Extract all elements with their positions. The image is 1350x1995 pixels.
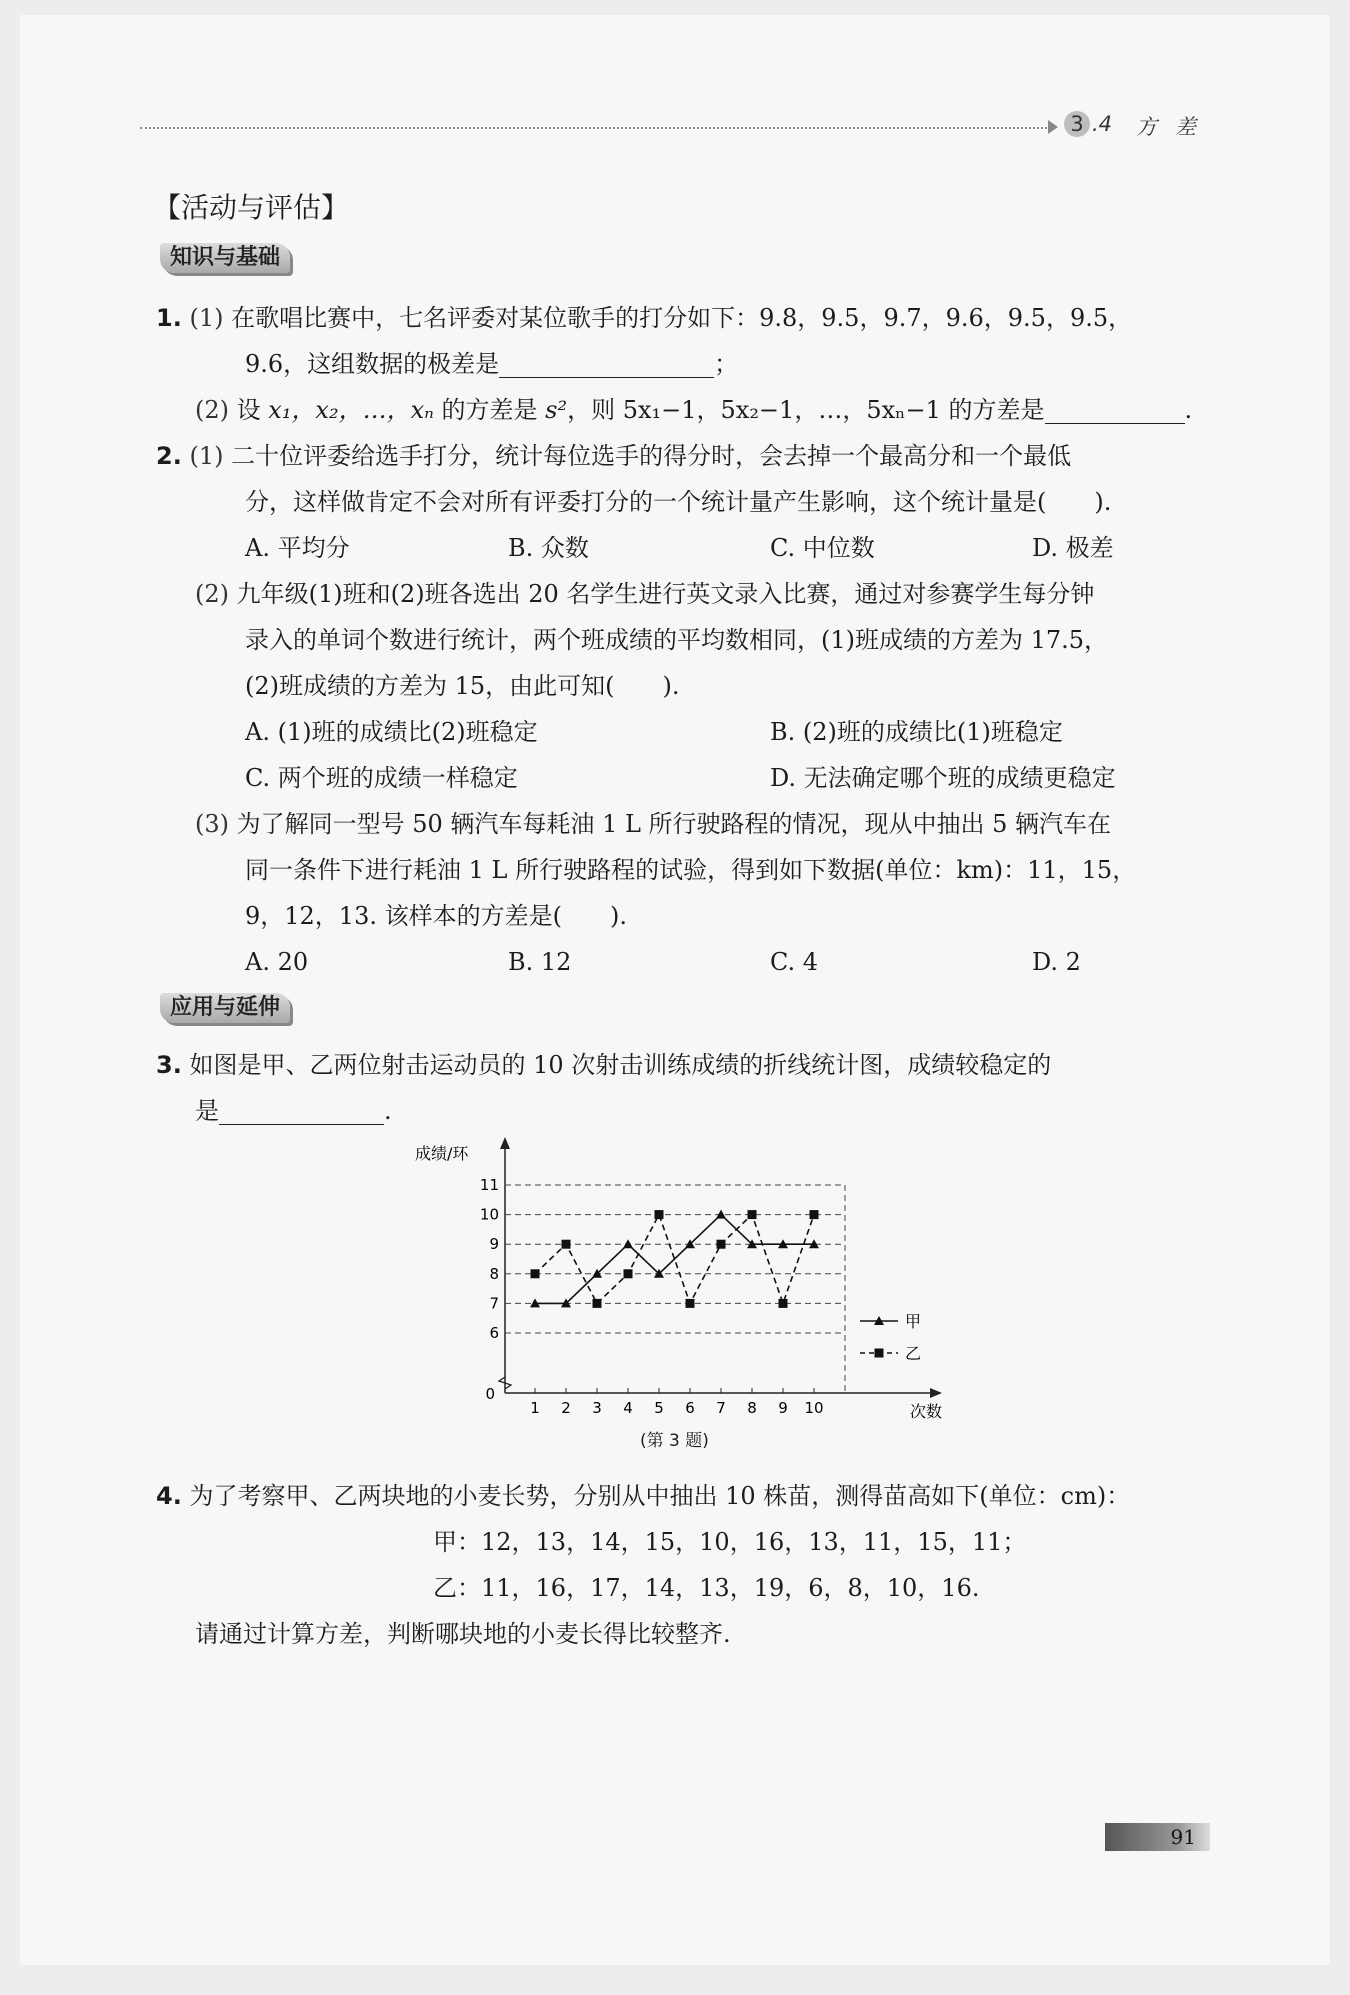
x-axis-label: 次数 (910, 1402, 943, 1421)
header-arrow-icon (1048, 120, 1058, 134)
q3-line1: 3. 如图是甲、乙两位射击运动员的 10 次射击训练成绩的折线统计图，成绩较稳定的 (156, 1051, 1052, 1079)
q2-part2-line2: 录入的单词个数进行统计，两个班成绩的平均数相同，(1)班成绩的方差为 17.5， (245, 626, 1109, 654)
q2-number: 2. (156, 442, 182, 470)
point-jia (623, 1239, 633, 1248)
q2-p3-option-b[interactable]: B. 12 (508, 948, 572, 976)
page-number-tab (1105, 1823, 1210, 1851)
x-tick-label: 6 (685, 1399, 695, 1417)
x-tick-label: 3 (592, 1399, 602, 1417)
q1-part1-line1: 1. (1) 在歌唱比赛中，七名评委对某位歌手的打分如下：9.8，9.5，9.7，9.6，9.5，9.5， (156, 304, 1133, 332)
x-axis-arrow-icon (930, 1388, 942, 1398)
q2-p1-option-a[interactable]: A. 平均分 (245, 534, 350, 562)
q4-number: 4. (156, 1482, 182, 1510)
page-number: 91 (1170, 1825, 1196, 1849)
x-tick-label: 2 (561, 1399, 571, 1417)
x-tick-label: 8 (747, 1399, 757, 1417)
q2-p2-option-d[interactable]: D. 无法确定哪个班的成绩更稳定 (770, 764, 1116, 792)
badge-application: 应用与延伸 (160, 993, 290, 1023)
q2-part2-line3: (2)班成绩的方差为 15，由此可知( ). (245, 672, 680, 700)
x-tick-label: 9 (778, 1399, 788, 1417)
point-yi (593, 1299, 602, 1308)
x-tick-label: 5 (654, 1399, 664, 1417)
workbook-page (20, 15, 1330, 1965)
y-tick-label: 6 (489, 1324, 499, 1342)
y-tick-label: 9 (489, 1235, 499, 1254)
section-circle-icon: 3 (1064, 111, 1090, 137)
legend-label-jia: 甲 (905, 1312, 922, 1331)
q2-p1-option-d[interactable]: D. 极差 (1032, 534, 1114, 562)
q2-part2-line1: (2) 九年级(1)班和(2)班各选出 20 名学生进行英文录入比赛，通过对参赛学生每分钟 (195, 580, 1095, 608)
q1-part1-line2: 9.6，这组数据的极差是 ； (245, 350, 739, 378)
q2-p2-option-c[interactable]: C. 两个班的成绩一样稳定 (245, 764, 518, 792)
point-yi (810, 1210, 819, 1219)
q4-question: 请通过计算方差，判断哪块地的小麦长得比较整齐. (195, 1620, 731, 1648)
q1-answer-blank-2[interactable] (1045, 395, 1185, 424)
chart-caption: (第 3 题) (640, 1431, 709, 1451)
q3-answer-blank[interactable] (219, 1096, 384, 1125)
shooting-score-chart (400, 1135, 980, 1455)
q4-line1: 4. 为了考察甲、乙两块地的小麦长势，分别从中抽出 10 株苗，测得苗高如下(单位：cm)： (156, 1482, 1131, 1510)
q2-p3-option-d[interactable]: D. 2 (1032, 948, 1081, 976)
legend-marker-yi (875, 1349, 884, 1358)
header-rule (140, 127, 1055, 129)
y-tick-label: 8 (489, 1264, 499, 1283)
y-axis-arrow-icon (500, 1137, 510, 1149)
q1-answer-blank-1[interactable] (499, 349, 714, 378)
point-yi (531, 1269, 540, 1278)
y-tick-label: 10 (479, 1205, 499, 1224)
q2-part1-line1: 2. (1) 二十位评委给选手打分，统计每位选手的得分时，会去掉一个最高分和一个最低 (156, 442, 1072, 470)
q2-p1-option-c[interactable]: C. 中位数 (770, 534, 875, 562)
y-tick-label: 7 (489, 1294, 499, 1313)
q2-p2-option-a[interactable]: A. (1)班的成绩比(2)班稳定 (245, 718, 538, 746)
q4-jia-data: 甲：12，13，14，15，10，16，13，11，15，11； (433, 1528, 1027, 1556)
point-yi (655, 1210, 664, 1219)
q2-p2-option-b[interactable]: B. (2)班的成绩比(1)班稳定 (770, 718, 1063, 746)
point-yi (779, 1299, 788, 1308)
point-yi (686, 1299, 695, 1308)
q2-part3-line1: (3) 为了解同一型号 50 辆汽车每耗油 1 L 所行驶路程的情况，现从中抽出 5 辆汽车在 (195, 810, 1112, 838)
point-yi (562, 1240, 571, 1249)
y-axis-label: 成绩/环 (415, 1144, 469, 1163)
point-yi (624, 1269, 633, 1278)
badge-basics: 知识与基础 (160, 243, 290, 273)
series-line-jia (535, 1215, 814, 1304)
q3-line2: 是 . (195, 1097, 392, 1125)
q1-p1-label: (1) (189, 304, 224, 332)
line-chart-svg (400, 1135, 980, 1455)
point-jia (716, 1210, 726, 1219)
section-title: 方差 (1136, 115, 1214, 139)
x-tick-label: 7 (716, 1399, 726, 1417)
q2-p3-option-a[interactable]: A. 20 (245, 948, 309, 976)
x-tick-label: 10 (804, 1399, 824, 1417)
q2-part1-line2: 分，这样做肯定不会对所有评委打分的一个统计量产生影响，这个统计量是( ). (245, 488, 1112, 516)
y-tick-label: 11 (479, 1176, 499, 1194)
y-tick-label: 0 (485, 1385, 495, 1403)
q2-p1-option-b[interactable]: B. 众数 (508, 534, 589, 562)
x-tick-label: 1 (530, 1399, 540, 1417)
activity-title: 【活动与评估】 (153, 191, 350, 224)
q1-part2: (2) 设 x₁，x₂，…，xₙ 的方差是 s²，则 5x₁−1，5x₂−1，…，5xₙ−1 的方差是 . (195, 396, 1193, 424)
x-tick-label: 4 (623, 1399, 633, 1417)
q2-p3-option-c[interactable]: C. 4 (770, 948, 819, 976)
legend-label-yi: 乙 (905, 1344, 922, 1363)
point-yi (717, 1240, 726, 1249)
q4-yi-data: 乙：11，16，17，14，13，19，6，8，10，16. (433, 1574, 980, 1602)
q2-part3-line2: 同一条件下进行耗油 1 L 所行驶路程的试验，得到如下数据(单位：km)：11，15， (245, 856, 1137, 884)
q2-part3-line3: 9，12，13. 该样本的方差是( ). (245, 902, 627, 930)
point-yi (748, 1210, 757, 1219)
q3-number: 3. (156, 1051, 182, 1079)
q1-number: 1. (156, 304, 182, 332)
section-number: 3 .4 (1064, 111, 1112, 137)
